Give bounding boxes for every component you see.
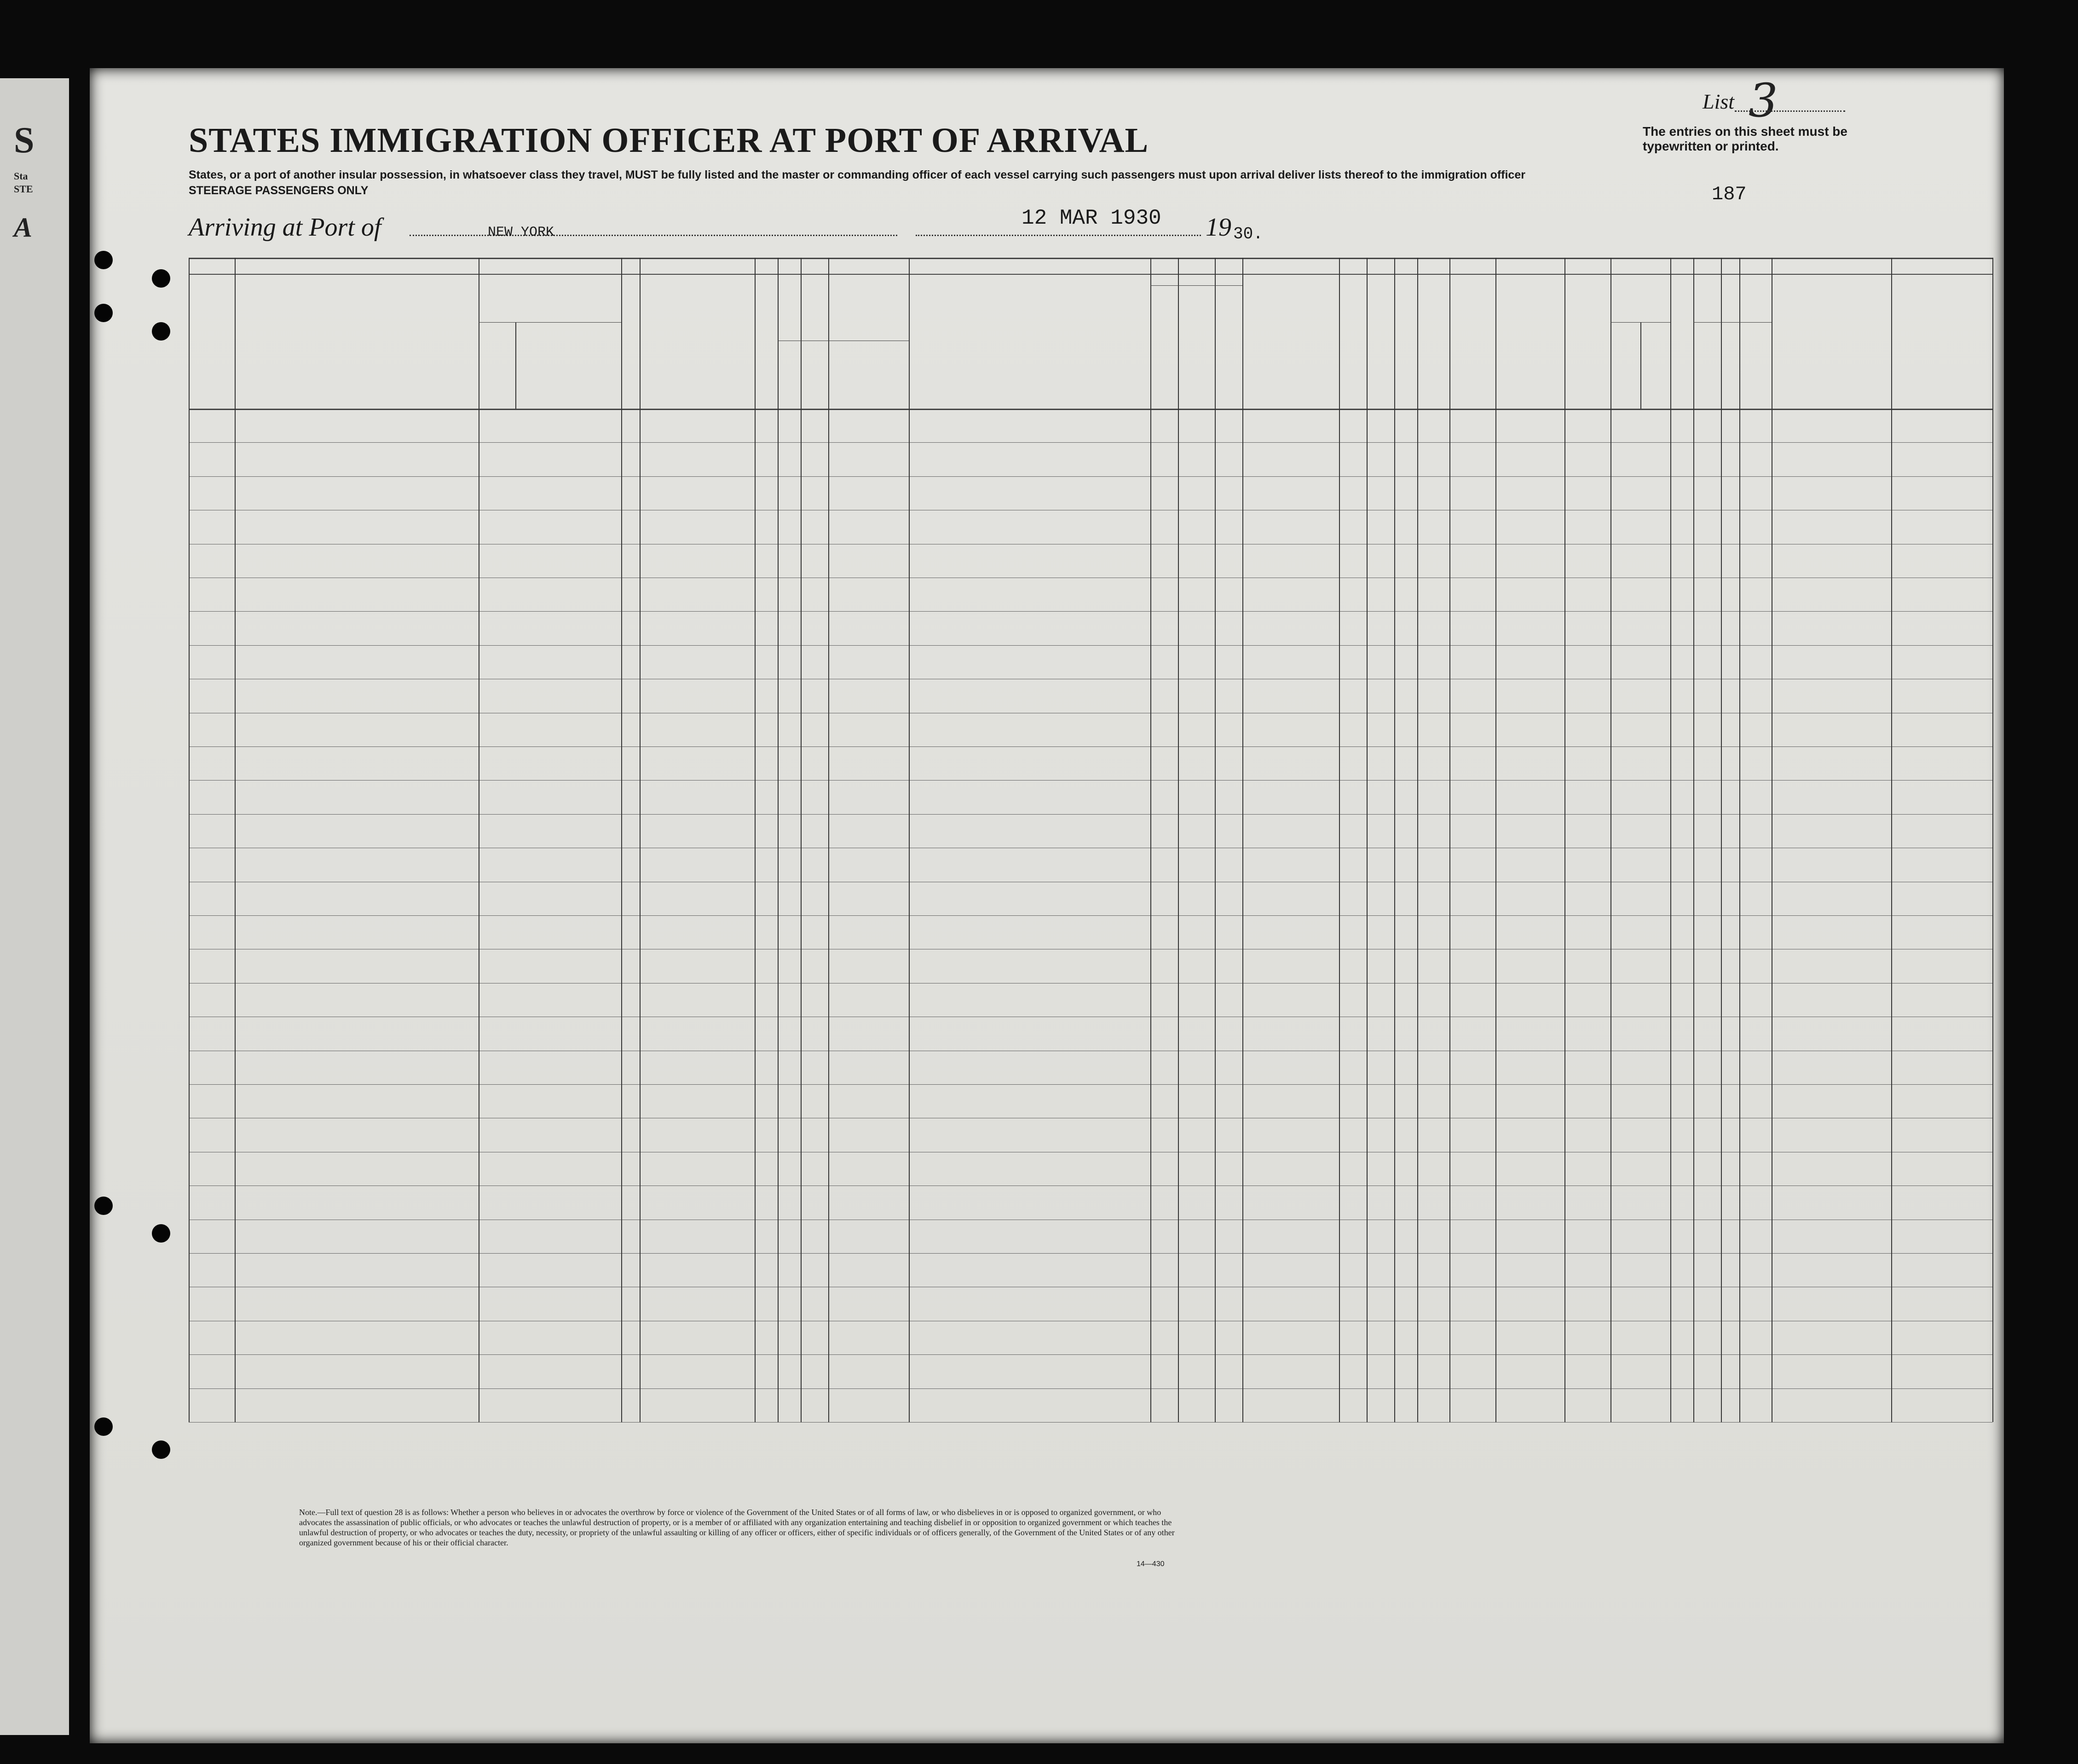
row-line <box>189 1253 1992 1254</box>
punch-hole <box>152 1224 170 1243</box>
column-line <box>1739 258 1740 1422</box>
row-line <box>189 780 1992 781</box>
column-line <box>1449 258 1450 1422</box>
column-line <box>1242 258 1243 1422</box>
column-line <box>1367 258 1368 1422</box>
manifest-sheet <box>90 68 2004 1743</box>
row-line <box>189 746 1992 747</box>
list-number-line <box>1735 110 1845 112</box>
punch-hole <box>152 1440 170 1459</box>
column-number-divider <box>189 274 1992 275</box>
column-line <box>909 258 910 1422</box>
page-subtitle: States, or a port of another insular possession, in whatsoever class they travel, MUST be fully listed and the master or commanding officer of each vessel carrying such passengers must upon arrival deliver lists thereof to the immigration officer <box>189 168 1525 181</box>
list-label: List <box>1703 90 1735 113</box>
punch-hole <box>94 1197 113 1215</box>
row-line <box>189 1354 1992 1355</box>
row-line <box>189 1388 1992 1389</box>
year-prefix: 19 <box>1206 213 1231 242</box>
port-line <box>410 235 897 236</box>
entries-note: The entries on this sheet must be typewritten or printed. <box>1643 124 1847 153</box>
column-line <box>1693 258 1694 1422</box>
row-line <box>189 476 1992 477</box>
page-title: STATES IMMIGRATION OFFICER AT PORT OF ARRIVAL <box>189 121 1149 160</box>
column-line <box>515 322 516 409</box>
column-line <box>1417 258 1418 1422</box>
table-top-border <box>189 258 1992 259</box>
arrival-date-stamp: 12 MAR 1930 <box>1022 206 1161 230</box>
column-line <box>778 258 779 1422</box>
column-line <box>1721 258 1722 1422</box>
column-line <box>235 258 236 1422</box>
column-line <box>1150 258 1151 1422</box>
header-bottom-border <box>189 409 1992 410</box>
punch-hole <box>152 269 170 288</box>
row-line <box>189 1084 1992 1085</box>
column-line <box>1992 258 1993 1422</box>
column-line <box>621 258 622 1422</box>
column-line <box>755 258 756 1422</box>
header-subdivider <box>1150 285 1242 286</box>
column-line <box>1670 258 1671 1422</box>
arriving-label: Arriving at Port of <box>189 213 381 242</box>
punch-hole <box>152 322 170 341</box>
column-line <box>1564 258 1565 1422</box>
year-suffix: 30. <box>1233 225 1263 243</box>
column-line <box>1215 258 1216 1422</box>
fragment-letter: A <box>14 212 33 243</box>
column-line <box>801 258 802 1422</box>
column-line <box>1610 258 1611 1422</box>
date-line <box>916 235 1201 236</box>
steerage-label: STEERAGE PASSENGERS ONLY <box>189 184 369 197</box>
column-line <box>1394 258 1395 1422</box>
header-subdivider <box>1693 322 1772 323</box>
sheet-number: 187 <box>1712 183 1747 205</box>
footnote-question-28: Note.—Full text of question 28 is as follows: Whether a person who believes in or advocates the overthrow by force or violence of the Government of the United States or of all forms of law, or who disbelieves in or is opposed to organized government, or who advocates the assassination of public officials, or who advocates or teaches the unlawful destruction of property, or is a member of or affiliated with any organization entertaining and teaching disbelief in or opposition to organized government or which teaches the unlawful destruction of property, or who advocates or teaches the duty, necessity, or propriety of the unlawful assaulting or killing of any officer or officers, either of specific individuals or of officers generally, of the Government of the United States or of any other organized government because of his or their official character. <box>299 1508 1175 1547</box>
form-number: 14—430 <box>1137 1560 1165 1568</box>
header-subdivider <box>479 322 621 323</box>
column-line <box>1891 258 1892 1422</box>
list-number: 3 <box>1749 74 1778 127</box>
column-line <box>189 258 190 1422</box>
fragment-letter: Sta <box>14 170 28 182</box>
row-line <box>189 611 1992 612</box>
fragment-letter: STE <box>14 183 33 195</box>
punch-hole <box>94 251 113 269</box>
punch-hole <box>94 1417 113 1436</box>
column-line <box>1640 322 1641 409</box>
row-line <box>189 1422 1992 1423</box>
fragment-letter: S <box>14 120 35 161</box>
column-line <box>828 258 829 1422</box>
row-line <box>189 645 1992 646</box>
adjacent-page-strip <box>0 78 69 1735</box>
column-line <box>640 258 641 1422</box>
row-line <box>189 814 1992 815</box>
column-line <box>1339 258 1340 1422</box>
row-line <box>189 442 1992 443</box>
punch-hole <box>94 304 113 322</box>
row-line <box>189 915 1992 916</box>
column-line <box>1178 258 1179 1422</box>
column-line <box>1495 258 1496 1422</box>
port-name: NEW YORK <box>488 225 554 240</box>
